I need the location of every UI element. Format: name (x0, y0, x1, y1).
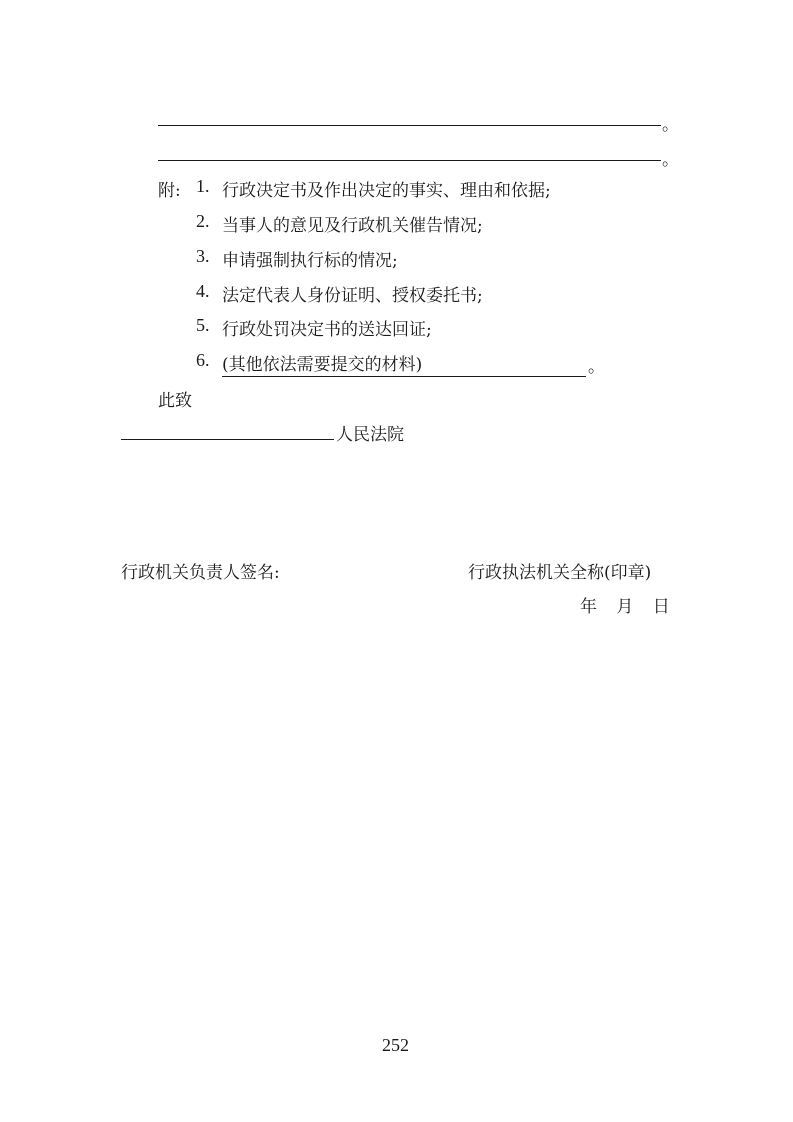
court-suffix: 人民法院 (336, 425, 404, 445)
attachment-number: 4. (196, 281, 210, 301)
blank-line-1 (158, 125, 661, 126)
page-number: 252 (382, 1035, 409, 1055)
attachment-text: 行政决定书及作出决定的事实、理由和依据; (222, 181, 551, 201)
attachment-number: 5. (196, 315, 210, 335)
attachment-text: 法定代表人身份证明、授权委托书; (222, 286, 483, 306)
attachment-text: 行政处罚决定书的送达回证; (222, 320, 432, 340)
blank-line-2-period: 。 (662, 150, 679, 170)
court-name-blank (121, 439, 334, 440)
blank-line-1-period: 。 (662, 115, 679, 135)
attachment-text: (其他依法需要提交的材料) (222, 355, 423, 375)
salutation: 此致 (158, 391, 192, 411)
attachment-text: 申请强制执行标的情况; (222, 251, 398, 271)
attachment-text-underlined (222, 350, 586, 377)
agency-seal-label: 行政执法机关全称(印章) (468, 563, 652, 583)
leader-signature-label: 行政机关负责人签名: (121, 563, 280, 583)
attachment-item-6-period: 。 (588, 357, 605, 377)
blank-line-2 (158, 160, 661, 161)
attachment-number: 6. (196, 350, 210, 370)
attachment-text: 当事人的意见及行政机关催告情况; (222, 216, 483, 236)
attachment-number: 2. (196, 211, 210, 231)
attachment-number: 3. (196, 246, 210, 266)
attachment-number: 1. (196, 176, 210, 196)
date-label: 年 月 日 (580, 597, 670, 617)
attachments-label: 附: (158, 181, 181, 201)
